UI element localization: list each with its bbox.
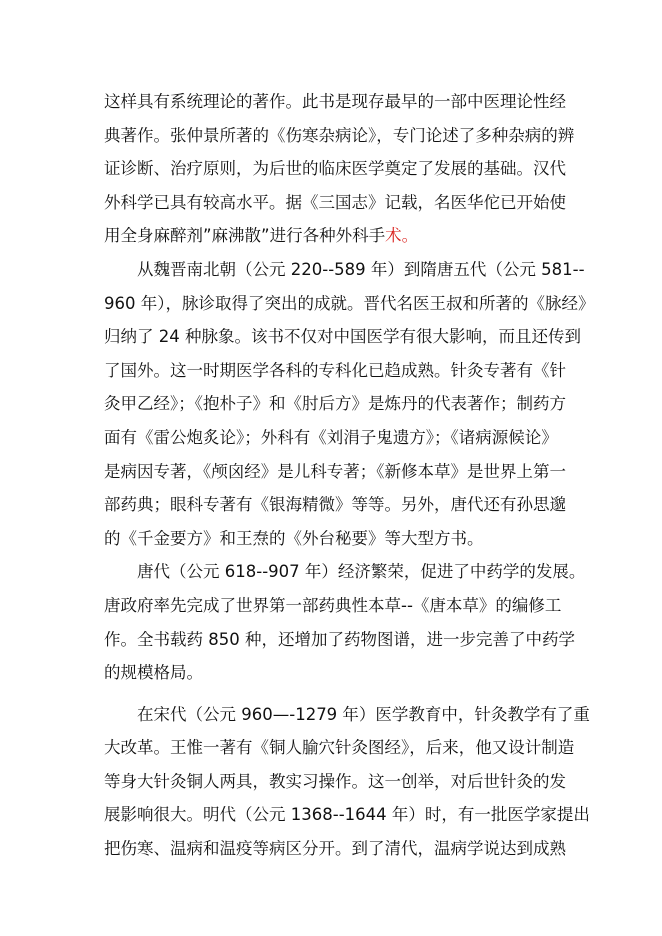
text-line: 作。全书载药 850 种，还增加了药物图谱，进一步完善了中药学 — [104, 629, 575, 649]
text-line: 唐代（公元 618--907 年）经济繁荣，促进了中药学的发展。 — [137, 562, 586, 582]
text-line: 的《千金要方》和王焘的《外台秘要》等大型方书。 — [104, 528, 484, 548]
text-line: 了国外。这一时期医学各科的专科化已趋成熟。针灸专著有《针 — [104, 360, 566, 380]
text-line: 大改革。王惟一著有《铜人腧穴针灸图经》，后来，他又设计制造 — [104, 738, 575, 758]
text-line: 的规模格局。 — [104, 663, 203, 683]
text-line: 面有《雷公炮炙论》；外科有《刘涓子鬼遗方》；《诸病源候论》 — [104, 427, 558, 447]
text-line: 是病因专著，《颅囟经》是儿科专著；《新修本草》是世界上第一 — [104, 461, 566, 481]
text-line: 证诊断、治疗原则，为后世的临床医学奠定了发展的基础。汉代 — [104, 159, 566, 179]
text-line: 部药典；眼科专著有《银海精微》等等。另外，唐代还有孙思邈 — [104, 495, 566, 515]
paragraph-2 — [104, 253, 595, 555]
text-line: 这样具有系统理论的著作。此书是现存最早的一部中医理论性经 — [104, 92, 566, 111]
text-line: 外科学已具有较高水平。据《三国志》记载，名医华佗已开始使 — [104, 192, 566, 212]
text-line: 灸甲乙经》；《抱朴子》和《肘后方》是炼丹的代表著作；制药方 — [104, 394, 566, 414]
paragraph-spacer — [104, 690, 554, 698]
text-run: 用全身麻醉剂”麻沸散”进行各种外科手 — [104, 226, 386, 246]
text-line: 典著作。张仲景所著的《伤寒杂病论》，专门论述了多种杂病的辨 — [104, 125, 575, 145]
text-line: 等身大针灸铜人两具，教实习操作。这一创举，对后世针灸的发 — [104, 771, 566, 791]
body-text — [104, 85, 595, 866]
text-line: 把伤寒、温病和温疫等病区分开。到了清代，温病学说达到成熟 — [104, 839, 566, 859]
paragraph-1 — [104, 85, 575, 253]
text-line: 归纳了 24 种脉象。该书不仅对中国医学有很大影响，而且还传到 — [104, 327, 581, 347]
paragraph-3 — [104, 555, 586, 689]
text-line — [104, 219, 554, 253]
paragraph-4 — [104, 698, 590, 866]
text-line: 在宋代（公元 960—-1279 年）医学教育中，针灸教学有了重 — [137, 704, 590, 724]
text-line: 展影响很大。明代（公元 1368--1644 年）时，有一批医学家提出 — [104, 805, 590, 825]
highlighted-text: 术。 — [385, 226, 419, 246]
text-line: 从魏晋南北朝（公元 220--589 年）到隋唐五代（公元 581-- — [137, 259, 585, 279]
text-line: 唐政府率先完成了世界第一部药典性本草--《唐本草》的编修工 — [104, 595, 562, 615]
text-line: 960 年），脉诊取得了突出的成就。晋代名医王叔和所著的《脉经》 — [104, 293, 595, 313]
